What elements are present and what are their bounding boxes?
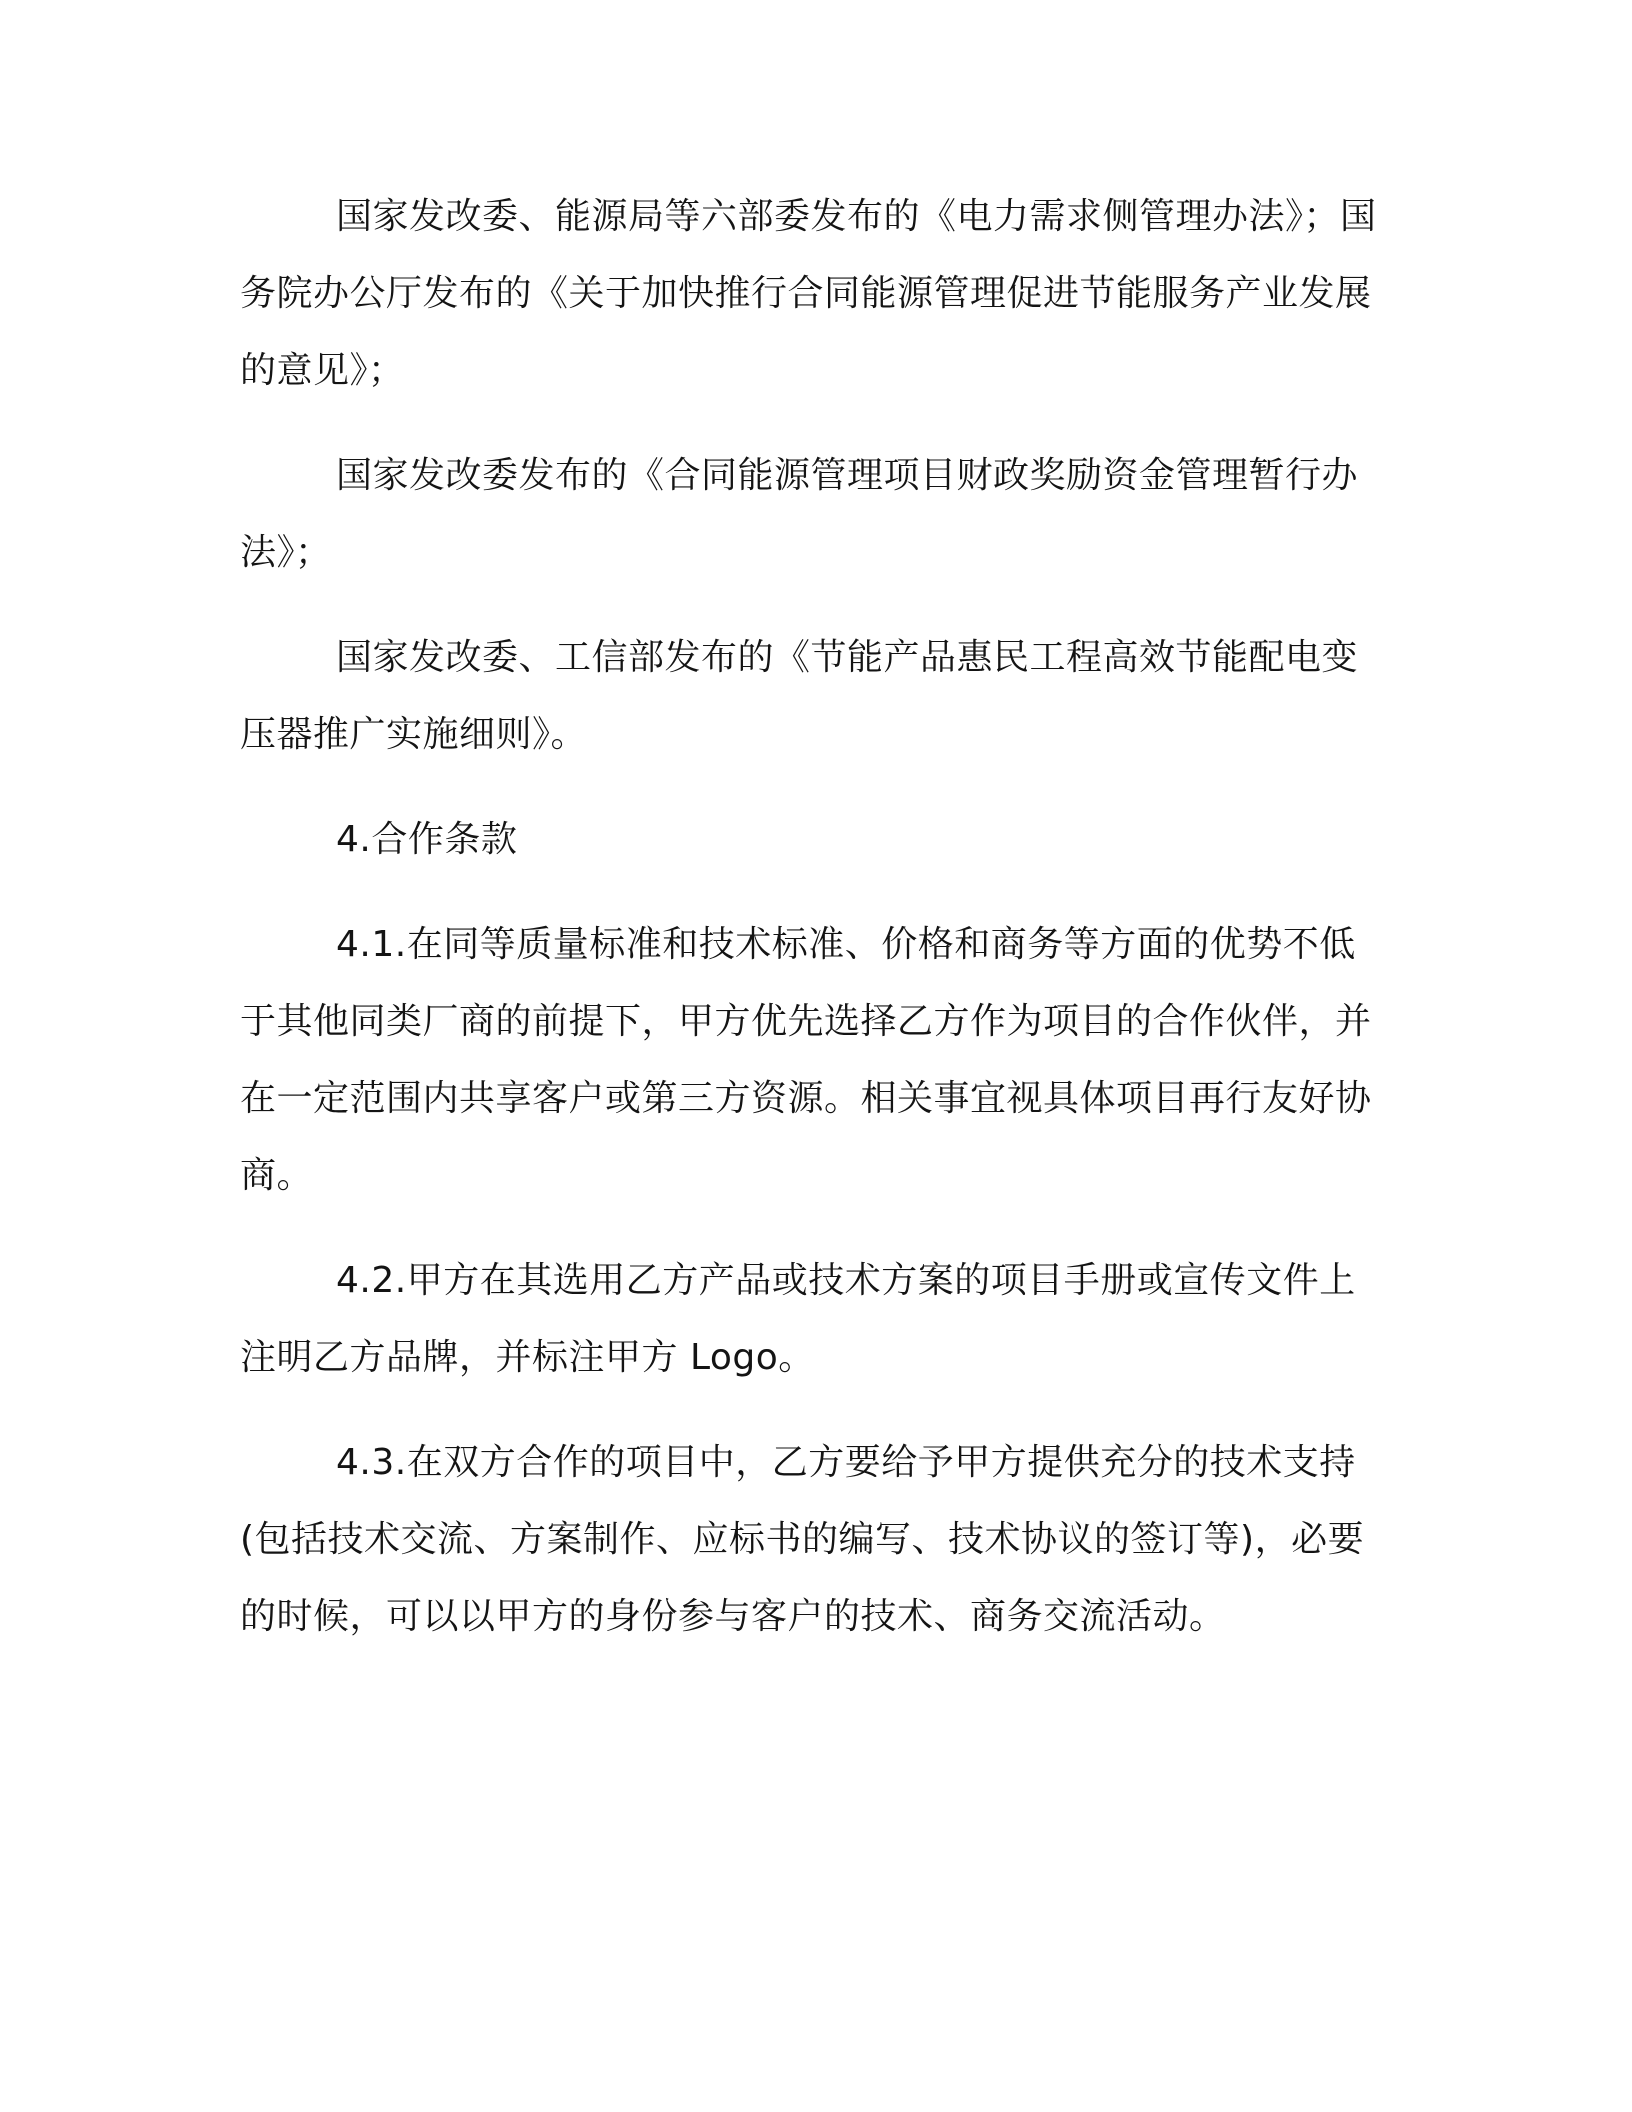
clause-4-3: 4.3.在双方合作的项目中，乙方要给予甲方提供充分的技术支持(包括技术交流、方案制作、应标书的编写、技术协议的签订等)，必要的时候，可以以甲方的身份参与客户的技术、商务交流活动。: [240, 1442, 1365, 1637]
clause-4-1: 4.1.在同等质量标准和技术标准、价格和商务等方面的优势不低于其他同类厂商的前提下，甲方优先选择乙方作为项目的合作伙伴，并在一定范围内共享客户或第三方资源。相关事宜视具体项目再行友好协商。: [240, 924, 1372, 1196]
document-body: [240, 178, 1390, 1683]
paragraph-policy-documents: 国家发改委、能源局等六部委发布的《电力需求侧管理办法》；国务院办公厅发布的《关于加快推行合同能源管理促进节能服务产业发展的意见》；: [240, 196, 1377, 391]
clause-4-2: 4.2.甲方在其选用乙方产品或技术方案的项目手册或宣传文件上注明乙方品牌，并标注甲方 Logo。: [240, 1260, 1356, 1378]
paragraph-fiscal-reward-measures: 国家发改委发布的《合同能源管理项目财政奖励资金管理暂行办法》；: [240, 455, 1359, 573]
section-heading-cooperation-terms: 4.合作条款: [336, 819, 518, 860]
paragraph-transformer-rules: 国家发改委、工信部发布的《节能产品惠民工程高效节能配电变压器推广实施细则》。: [240, 637, 1359, 755]
